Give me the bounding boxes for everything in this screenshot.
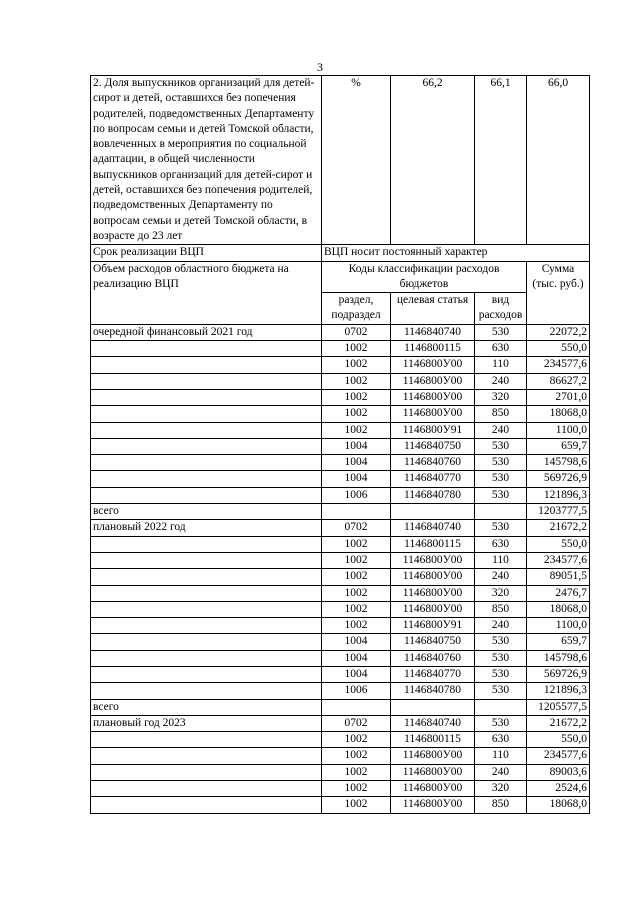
section-code: 1002 [322, 618, 391, 634]
section-code: 1004 [322, 455, 391, 471]
budget-header-row [91, 261, 590, 293]
total-label: всего [91, 504, 322, 520]
section-code: 1002 [322, 357, 391, 373]
total-label: всего [91, 699, 322, 715]
amount: 145798,6 [527, 455, 590, 471]
amount: 569726,9 [527, 666, 590, 682]
section-code: 1002 [322, 406, 391, 422]
budget-row [91, 357, 590, 373]
budget-row [91, 552, 590, 568]
period-cell [91, 650, 322, 666]
expense-type: 630 [475, 732, 527, 748]
amount: 550,0 [527, 732, 590, 748]
budget-row [91, 569, 590, 585]
period-cell [91, 357, 322, 373]
section-code: 1004 [322, 666, 391, 682]
expense-type: 240 [475, 373, 527, 389]
expense-type: 240 [475, 569, 527, 585]
expense-type: 110 [475, 552, 527, 568]
period-cell [91, 422, 322, 438]
expense-type: 240 [475, 618, 527, 634]
period-cell [91, 634, 322, 650]
section-code: 1002 [322, 764, 391, 780]
article-code: 1146800У91 [391, 422, 475, 438]
section-code: 1002 [322, 552, 391, 568]
budget-row [91, 341, 590, 357]
budget-row [91, 797, 590, 813]
expense-type: 530 [475, 471, 527, 487]
article-code: 1146800У00 [391, 585, 475, 601]
sum-header: Сумма (тыс. руб.) [527, 261, 590, 324]
section-code: 1002 [322, 569, 391, 585]
article-code: 1146840780 [391, 683, 475, 699]
total-amount: 1205577,5 [527, 699, 590, 715]
article-code: 1146800У00 [391, 406, 475, 422]
section-code: 1002 [322, 389, 391, 405]
section-code: 1002 [322, 422, 391, 438]
budget-row [91, 438, 590, 454]
period-cell [91, 389, 322, 405]
article-code: 1146800У00 [391, 357, 475, 373]
expense-type: 530 [475, 634, 527, 650]
amount: 2524,6 [527, 781, 590, 797]
budget-row [91, 389, 590, 405]
empty-cell [475, 504, 527, 520]
amount: 145798,6 [527, 650, 590, 666]
type-header: вид расходов [475, 293, 527, 325]
amount: 550,0 [527, 341, 590, 357]
expense-type: 530 [475, 666, 527, 682]
expense-type: 630 [475, 536, 527, 552]
empty-cell [322, 504, 391, 520]
expense-type: 850 [475, 797, 527, 813]
period-cell [91, 455, 322, 471]
budget-row [91, 536, 590, 552]
section-code: 1002 [322, 601, 391, 617]
article-code: 1146840750 [391, 634, 475, 650]
term-value: ВЦП носит постоянный характер [322, 245, 590, 261]
section-code: 1004 [322, 634, 391, 650]
total-row [91, 699, 590, 715]
article-code: 1146800У00 [391, 552, 475, 568]
section-code: 1004 [322, 438, 391, 454]
empty-cell [475, 699, 527, 715]
expense-type: 240 [475, 422, 527, 438]
amount: 659,7 [527, 634, 590, 650]
article-code: 1146840740 [391, 324, 475, 340]
period-label: плановый год 2023 [91, 715, 322, 731]
period-cell [91, 748, 322, 764]
period-cell [91, 341, 322, 357]
indicator-unit: % [322, 76, 391, 245]
period-cell [91, 406, 322, 422]
section-code: 1002 [322, 341, 391, 357]
article-code: 1146840760 [391, 455, 475, 471]
expense-type: 530 [475, 487, 527, 503]
article-code: 1146840780 [391, 487, 475, 503]
period-cell [91, 438, 322, 454]
section-code: 1006 [322, 487, 391, 503]
amount: 121896,3 [527, 683, 590, 699]
budget-row [91, 487, 590, 503]
budget-row [91, 618, 590, 634]
period-cell [91, 683, 322, 699]
amount: 18068,0 [527, 406, 590, 422]
article-code: 1146800У00 [391, 781, 475, 797]
period-cell [91, 666, 322, 682]
section-code: 0702 [322, 715, 391, 731]
total-row [91, 504, 590, 520]
term-label: Срок реализации ВЦП [91, 245, 322, 261]
indicator-value: 66,1 [475, 76, 527, 245]
amount: 1100,0 [527, 618, 590, 634]
term-row [91, 245, 590, 261]
amount: 234577,6 [527, 357, 590, 373]
section-code: 1002 [322, 585, 391, 601]
section-code: 1002 [322, 536, 391, 552]
amount: 21672,2 [527, 520, 590, 536]
article-code: 1146840770 [391, 666, 475, 682]
program-table [90, 75, 590, 814]
period-cell [91, 536, 322, 552]
budget-row [91, 781, 590, 797]
expense-type: 240 [475, 764, 527, 780]
budget-row [91, 455, 590, 471]
article-code: 1146800115 [391, 732, 475, 748]
section-code: 0702 [322, 520, 391, 536]
section-code: 0702 [322, 324, 391, 340]
empty-cell [391, 504, 475, 520]
amount: 86627,2 [527, 373, 590, 389]
budget-row [91, 422, 590, 438]
article-code: 1146800У00 [391, 601, 475, 617]
empty-cell [391, 699, 475, 715]
section-code: 1004 [322, 650, 391, 666]
period-cell [91, 585, 322, 601]
section-header: раздел, подраздел [322, 293, 391, 325]
expense-type: 850 [475, 601, 527, 617]
amount: 89051,5 [527, 569, 590, 585]
article-code: 1146800У00 [391, 373, 475, 389]
amount: 21672,2 [527, 715, 590, 731]
amount: 18068,0 [527, 601, 590, 617]
budget-label: Объем расходов областного бюджета на реализацию ВЦП [91, 261, 322, 324]
period-cell [91, 764, 322, 780]
indicator-value: 66,0 [527, 76, 590, 245]
amount: 89003,6 [527, 764, 590, 780]
budget-row [91, 764, 590, 780]
article-code: 1146800У00 [391, 764, 475, 780]
period-cell [91, 471, 322, 487]
budget-row [91, 650, 590, 666]
budget-row [91, 732, 590, 748]
amount: 659,7 [527, 438, 590, 454]
article-code: 1146800У00 [391, 797, 475, 813]
expense-type: 530 [475, 650, 527, 666]
budget-row [91, 324, 590, 340]
budget-row [91, 373, 590, 389]
budget-row [91, 634, 590, 650]
period-label: плановый 2022 год [91, 520, 322, 536]
article-code: 1146840770 [391, 471, 475, 487]
indicator-row [91, 76, 590, 245]
period-cell [91, 618, 322, 634]
article-code: 1146840750 [391, 438, 475, 454]
page-number: 3 [317, 60, 323, 74]
expense-type: 320 [475, 389, 527, 405]
expense-type: 530 [475, 520, 527, 536]
expense-type: 530 [475, 438, 527, 454]
section-code: 1002 [322, 781, 391, 797]
budget-row [91, 520, 590, 536]
section-code: 1002 [322, 748, 391, 764]
amount: 18068,0 [527, 797, 590, 813]
budget-row [91, 748, 590, 764]
budget-row [91, 601, 590, 617]
amount: 121896,3 [527, 487, 590, 503]
amount: 2701,0 [527, 389, 590, 405]
amount: 569726,9 [527, 471, 590, 487]
indicator-name: 2. Доля выпускников организаций для детей-сирот и детей, оставшихся без попечения родителей, подведомственных Департаменту по вопросам семьи и детей Томской области, вовлеченных в мероприятия по социальной адаптации, в общей численности выпускников организаций для детей-сирот и детей, оставшихся без попечения родителей, подведомственных Департаменту по вопросам семьи и детей Томской области, в возрасте до 23 лет [91, 76, 322, 245]
expense-type: 110 [475, 357, 527, 373]
expense-type: 530 [475, 715, 527, 731]
section-code: 1002 [322, 732, 391, 748]
article-code: 1146800У00 [391, 389, 475, 405]
period-cell [91, 487, 322, 503]
article-code: 1146840760 [391, 650, 475, 666]
amount: 234577,6 [527, 552, 590, 568]
article-code: 1146800115 [391, 341, 475, 357]
budget-row [91, 666, 590, 682]
amount: 550,0 [527, 536, 590, 552]
article-code: 1146800115 [391, 536, 475, 552]
period-cell [91, 373, 322, 389]
article-code: 1146800У00 [391, 748, 475, 764]
budget-row [91, 406, 590, 422]
period-cell [91, 732, 322, 748]
section-code: 1006 [322, 683, 391, 699]
expense-type: 630 [475, 341, 527, 357]
section-code: 1002 [322, 373, 391, 389]
codes-header: Коды классификации расходов бюджетов [322, 261, 527, 293]
period-cell [91, 569, 322, 585]
budget-row [91, 683, 590, 699]
period-cell [91, 601, 322, 617]
expense-type: 320 [475, 781, 527, 797]
expense-type: 110 [475, 748, 527, 764]
expense-type: 530 [475, 683, 527, 699]
expense-type: 530 [475, 455, 527, 471]
article-code: 1146840740 [391, 715, 475, 731]
period-label: очередной финансовый 2021 год [91, 324, 322, 340]
expense-type: 530 [475, 324, 527, 340]
article-header: целевая статья [391, 293, 475, 325]
budget-row [91, 471, 590, 487]
period-cell [91, 797, 322, 813]
total-amount: 1203777,5 [527, 504, 590, 520]
budget-row [91, 715, 590, 731]
budget-row [91, 585, 590, 601]
article-code: 1146800У91 [391, 618, 475, 634]
section-code: 1002 [322, 797, 391, 813]
expense-type: 320 [475, 585, 527, 601]
amount: 22072,2 [527, 324, 590, 340]
empty-cell [322, 699, 391, 715]
amount: 1100,0 [527, 422, 590, 438]
amount: 234577,6 [527, 748, 590, 764]
period-cell [91, 781, 322, 797]
expense-type: 850 [475, 406, 527, 422]
indicator-value: 66,2 [391, 76, 475, 245]
amount: 2476,7 [527, 585, 590, 601]
article-code: 1146840740 [391, 520, 475, 536]
period-cell [91, 552, 322, 568]
section-code: 1004 [322, 471, 391, 487]
article-code: 1146800У00 [391, 569, 475, 585]
